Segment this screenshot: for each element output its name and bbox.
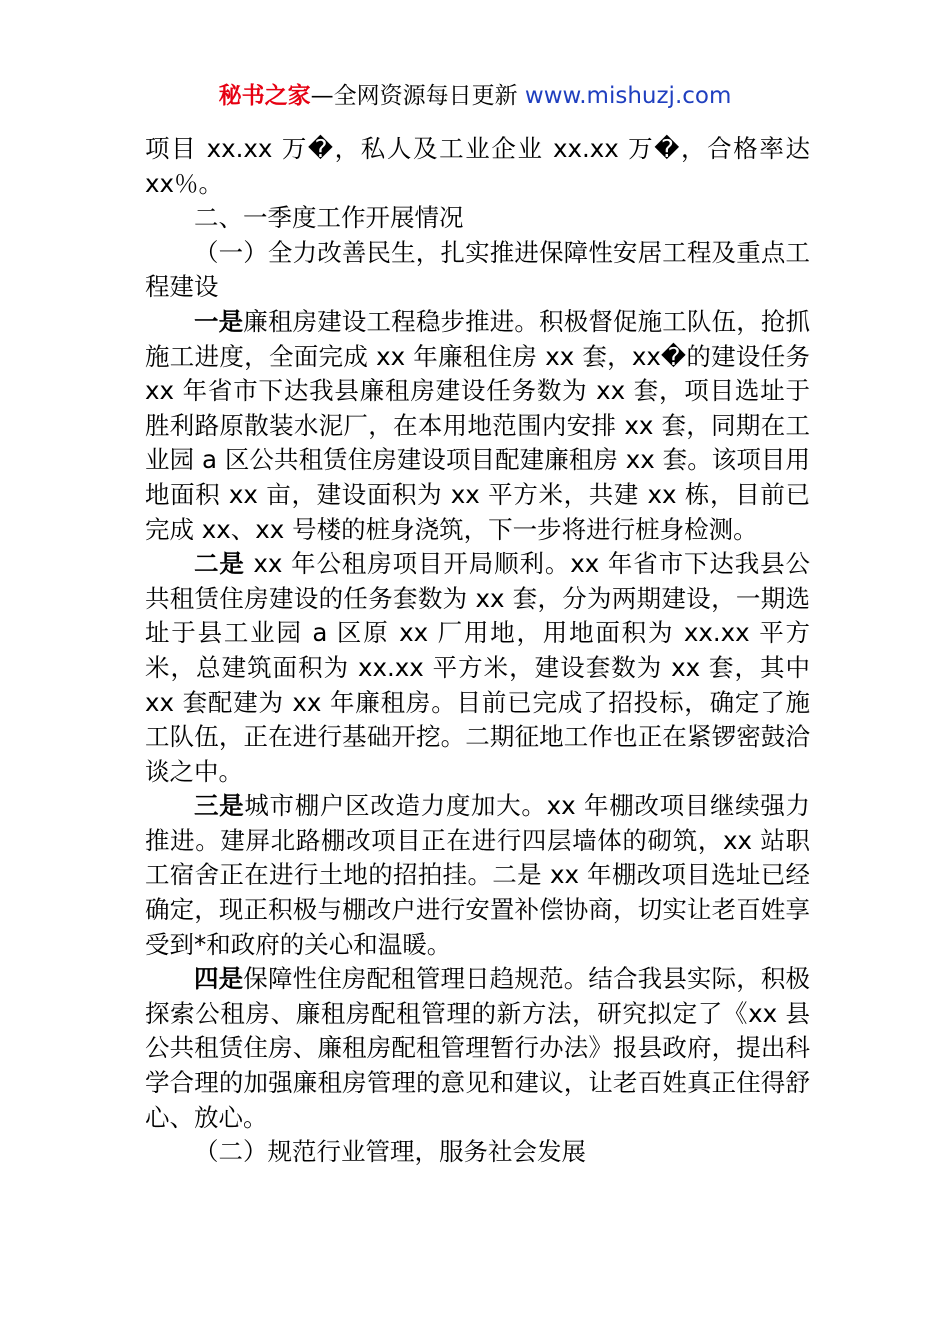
paragraph-lead: 二是 [194, 549, 245, 579]
paragraph-item-3 [145, 789, 810, 962]
paragraph-lead: 四是 [194, 964, 244, 994]
paragraph-lead: 三是 [194, 791, 245, 821]
paragraph-text: 城市棚户区改造力度加大。xx 年棚改项目继续强力推进。建屏北路棚改项目正在进行四层墙体的砌筑，xx 站职工宿舍正在进行土地的招拍挂。二是 xx 年棚改项目选址已经确定，现正积极与棚改户进行安置补偿协商，切实让老百姓享受到*和政府的关心和温暖。 [145, 791, 810, 959]
subsection-heading-1 [145, 236, 810, 305]
section-heading-2 [145, 201, 810, 236]
paragraph-item-4 [145, 962, 810, 1135]
paragraph-item-1 [145, 305, 810, 547]
page-header [0, 80, 950, 112]
site-url-link[interactable]: www.mishuzj.com [524, 83, 732, 109]
paragraph-text: 项目 xx.xx 万�，私人及工业企业 xx.xx 万�，合格率达 xx％。 [145, 134, 810, 198]
brand-name: 秘书之家 [218, 83, 311, 109]
subsection-heading-2 [145, 1135, 810, 1170]
paragraph-text: xx 年公租房项目开局顺利。xx 年省市下达我县公共租赁住房建设的任务套数为 xx 套，分为两期建设，一期选址于县工业园 a 区原 xx 厂用地，用地面积为 xx.xx 平方米，总建筑面积为 xx.xx 平方米，建设套数为 xx 套，其中 xx 套配建为 xx 年廉租房。目前已完成了招投标，确定了施工队伍，正在进行基础开挖。二期征地工作也正在紧锣密鼓洽谈之中。 [145, 549, 811, 786]
paragraph-item-2 [145, 547, 810, 789]
paragraph-lead: 一是 [194, 306, 244, 336]
paragraph-1 [145, 132, 810, 201]
paragraph-text: （一）全力改善民生，扎实推进保障性安居工程及重点工程建设 [145, 237, 810, 302]
paragraph-text: 廉租房建设工程稳步推进。积极督促施工队伍，抢抓施工进度，全面完成 xx 年廉租住房 xx 套，xx�的建设任务 xx 年省市下达我县廉租房建设任务数为 xx 套，项目选址于胜利路原散装水泥厂，在本用地范围内安排 xx 套，同期在工业园 a 区公共租赁住房建设项目配建廉租房 xx 套。该项目用地面积 xx 亩，建设面积为 xx 平方米，共建 xx 栋，目前已完成 xx、xx 号楼的桩身浇筑，下一步将进行桩身检测。 [145, 306, 811, 544]
header-tagline: —全网资源每日更新 [310, 83, 525, 109]
paragraph-text: 保障性住房配租管理日趋规范。结合我县实际，积极探索公租房、廉租房配租管理的新方法，研究拟定了《xx 县公共租赁住房、廉租房配租管理暂行办法》报县政府，提出科学合理的加强廉租房管理的意见和建议，让老百姓真正住得舒心、放心。 [145, 964, 811, 1132]
paragraph-text: 二、一季度工作开展情况 [194, 203, 464, 233]
document-body [145, 132, 810, 1170]
paragraph-text: （二）规范行业管理，服务社会发展 [194, 1137, 586, 1167]
